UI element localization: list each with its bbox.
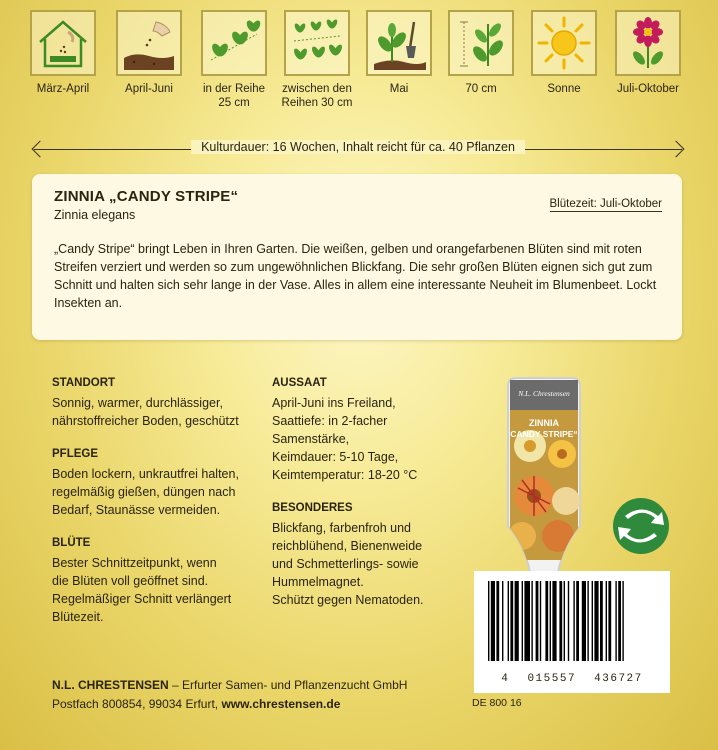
icon-cell-sun	[519, 10, 609, 96]
section-besonderes	[272, 499, 462, 609]
barcode-bar	[615, 581, 616, 661]
sun-icon	[535, 14, 593, 72]
section-bluete	[52, 534, 262, 626]
barcode-bar	[502, 581, 503, 661]
info-column-middle	[272, 374, 462, 624]
row-spacing-icon	[205, 14, 263, 72]
barcode-bar	[594, 581, 598, 661]
section-heading: PFLEGE	[52, 448, 99, 460]
hand-sowing-soil-icon	[120, 14, 178, 72]
culture-duration-text: Kulturdauer: 16 Wochen, Inhalt reicht für ca. 40 Pflanzen	[191, 140, 525, 154]
barcode-digits	[474, 673, 670, 685]
barcode-bar	[573, 581, 574, 661]
icon-label: Juli-Oktober	[617, 83, 679, 95]
barcode-bar	[559, 581, 562, 661]
barcode-digit-group2: 436727	[594, 673, 643, 685]
planting-shovel-icon	[370, 14, 428, 72]
barcode-bar	[576, 581, 579, 661]
section-heading: STANDORT	[52, 377, 116, 389]
icon-cell-sowing-indoor	[18, 10, 108, 96]
icon-cell-height	[436, 10, 526, 96]
info-column-left	[52, 374, 262, 641]
cultivation-icon-strip	[0, 10, 718, 110]
section-heading: BLÜTE	[52, 537, 91, 549]
barcode-bar	[606, 581, 607, 661]
icon-cell-sowing-outdoor	[104, 10, 194, 96]
green-dot-recycle-icon	[612, 497, 670, 555]
packet-title-line1: ZINNIA	[529, 418, 559, 428]
barcode-bar	[582, 581, 586, 661]
barcode-bar	[540, 581, 541, 661]
barcode-bar	[568, 581, 569, 661]
description-panel	[32, 174, 682, 340]
between-rows-icon	[288, 14, 346, 72]
arrow-left-icon	[32, 141, 49, 158]
barcode-bar	[592, 581, 593, 661]
barcode-bar	[491, 581, 495, 661]
seed-packet-image	[504, 376, 584, 572]
product-title: ZINNIA „CANDY STRIPE“	[54, 188, 239, 205]
icon-label: April-Juni	[125, 83, 173, 95]
section-text: April-Juni ins Freiland, Saattiefe: in 2-facher Samenstärke, Keimdauer: 5-10 Tage, Keimtemperatur: 18-20 °C	[272, 396, 418, 482]
barcode-bar	[536, 581, 539, 661]
section-aussaat	[272, 374, 462, 484]
barcode-bar	[496, 581, 499, 661]
packet-brand: N.L. Chrestensen	[518, 389, 570, 398]
icon-label: zwischen den Reihen 30 cm	[281, 83, 353, 109]
website-link[interactable]: www.chrestensen.de	[221, 697, 341, 711]
icon-cell-planting	[354, 10, 444, 96]
section-pflege	[52, 445, 262, 519]
plant-height-icon	[452, 14, 510, 72]
barcode-bar	[522, 581, 523, 661]
barcode-bar	[618, 581, 621, 661]
flower-bloom-icon	[619, 14, 677, 72]
section-heading: AUSSAAT	[272, 377, 327, 389]
barcode-bar	[508, 581, 509, 661]
section-heading: BESONDERES	[272, 502, 353, 514]
barcode-digit-prefix: 4	[501, 673, 510, 685]
company-description: – Erfurter Samen- und Pflanzenzucht GmbH	[168, 678, 408, 692]
barcode-bar	[622, 581, 623, 661]
barcode	[474, 571, 670, 693]
icon-cell-bloom	[603, 10, 693, 96]
section-text: Blickfang, farbenfroh und reichblühend, Bienenweide und Schmetterlings- sowie Hummelmagnet. Schützt gegen Nematoden.	[272, 521, 424, 607]
section-text: Boden lockern, unkrautfrei halten, regelmäßig gießen, düngen nach Bedarf, Staunässe vermeiden.	[52, 467, 239, 517]
barcode-digit-group1: 015557	[527, 673, 577, 685]
barcode-bar	[545, 581, 548, 661]
product-description: „Candy Stripe“ bringt Leben in Ihren Garten. Die weißen, gelben und orangefarbenen Blüten sind mit roten Streifen verziert und werden so zum ungewöhnlichen Blickfang. Die sehr großen Blüten eignen sich gut zum Schnitt und halten sich sehr lange in der Vase. Alles in allem eine interessante Neuheit im Blumenbeet. Lockt Insekten an.	[54, 242, 657, 310]
icon-label: Sonne	[547, 83, 581, 95]
company-address: Postfach 800854, 99034 Erfurt,	[52, 697, 222, 711]
icon-cell-between-rows	[272, 10, 362, 110]
arrow-right-icon	[668, 141, 685, 158]
house-sowing-icon	[34, 14, 92, 72]
icon-label: in der Reihe 25 cm	[202, 83, 265, 109]
barcode-bar	[564, 581, 565, 661]
barcode-bar	[600, 581, 603, 661]
section-text: Sonnig, warmer, durchlässiger, nährstoffreicher Boden, geschützt	[52, 396, 239, 428]
bloom-time: Blütezeit: Juli-Oktober	[549, 198, 662, 210]
barcode-bar	[550, 581, 551, 661]
barcode-bar	[608, 581, 611, 661]
section-standort	[52, 374, 262, 430]
barcode-bars	[488, 581, 658, 661]
barcode-bar	[515, 581, 519, 661]
barcode-bar	[510, 581, 513, 661]
barcode-bar	[488, 581, 489, 661]
article-code: DE 800 16	[472, 697, 522, 709]
packet-title-line2: CANDY STRIPE“	[510, 429, 578, 439]
section-text: Bester Schnittzeitpunkt, wenn die Blüten voll geöffnet sind. Regelmäßiger Schnitt verlängert Blütezeit.	[52, 556, 232, 624]
company-name: N.L. CHRESTENSEN	[52, 678, 169, 692]
icon-label: März-April	[36, 83, 90, 95]
latin-name: Zinnia elegans	[54, 208, 136, 222]
icon-cell-row-spacing	[189, 10, 279, 110]
barcode-bar	[524, 581, 530, 661]
barcode-bar	[552, 581, 556, 661]
icon-label: Mai	[389, 83, 409, 95]
barcode-bar	[587, 581, 588, 661]
icon-label: 70 cm	[465, 83, 497, 95]
company-footer	[52, 676, 407, 714]
barcode-bar	[531, 581, 532, 661]
culture-duration-line	[30, 140, 686, 160]
